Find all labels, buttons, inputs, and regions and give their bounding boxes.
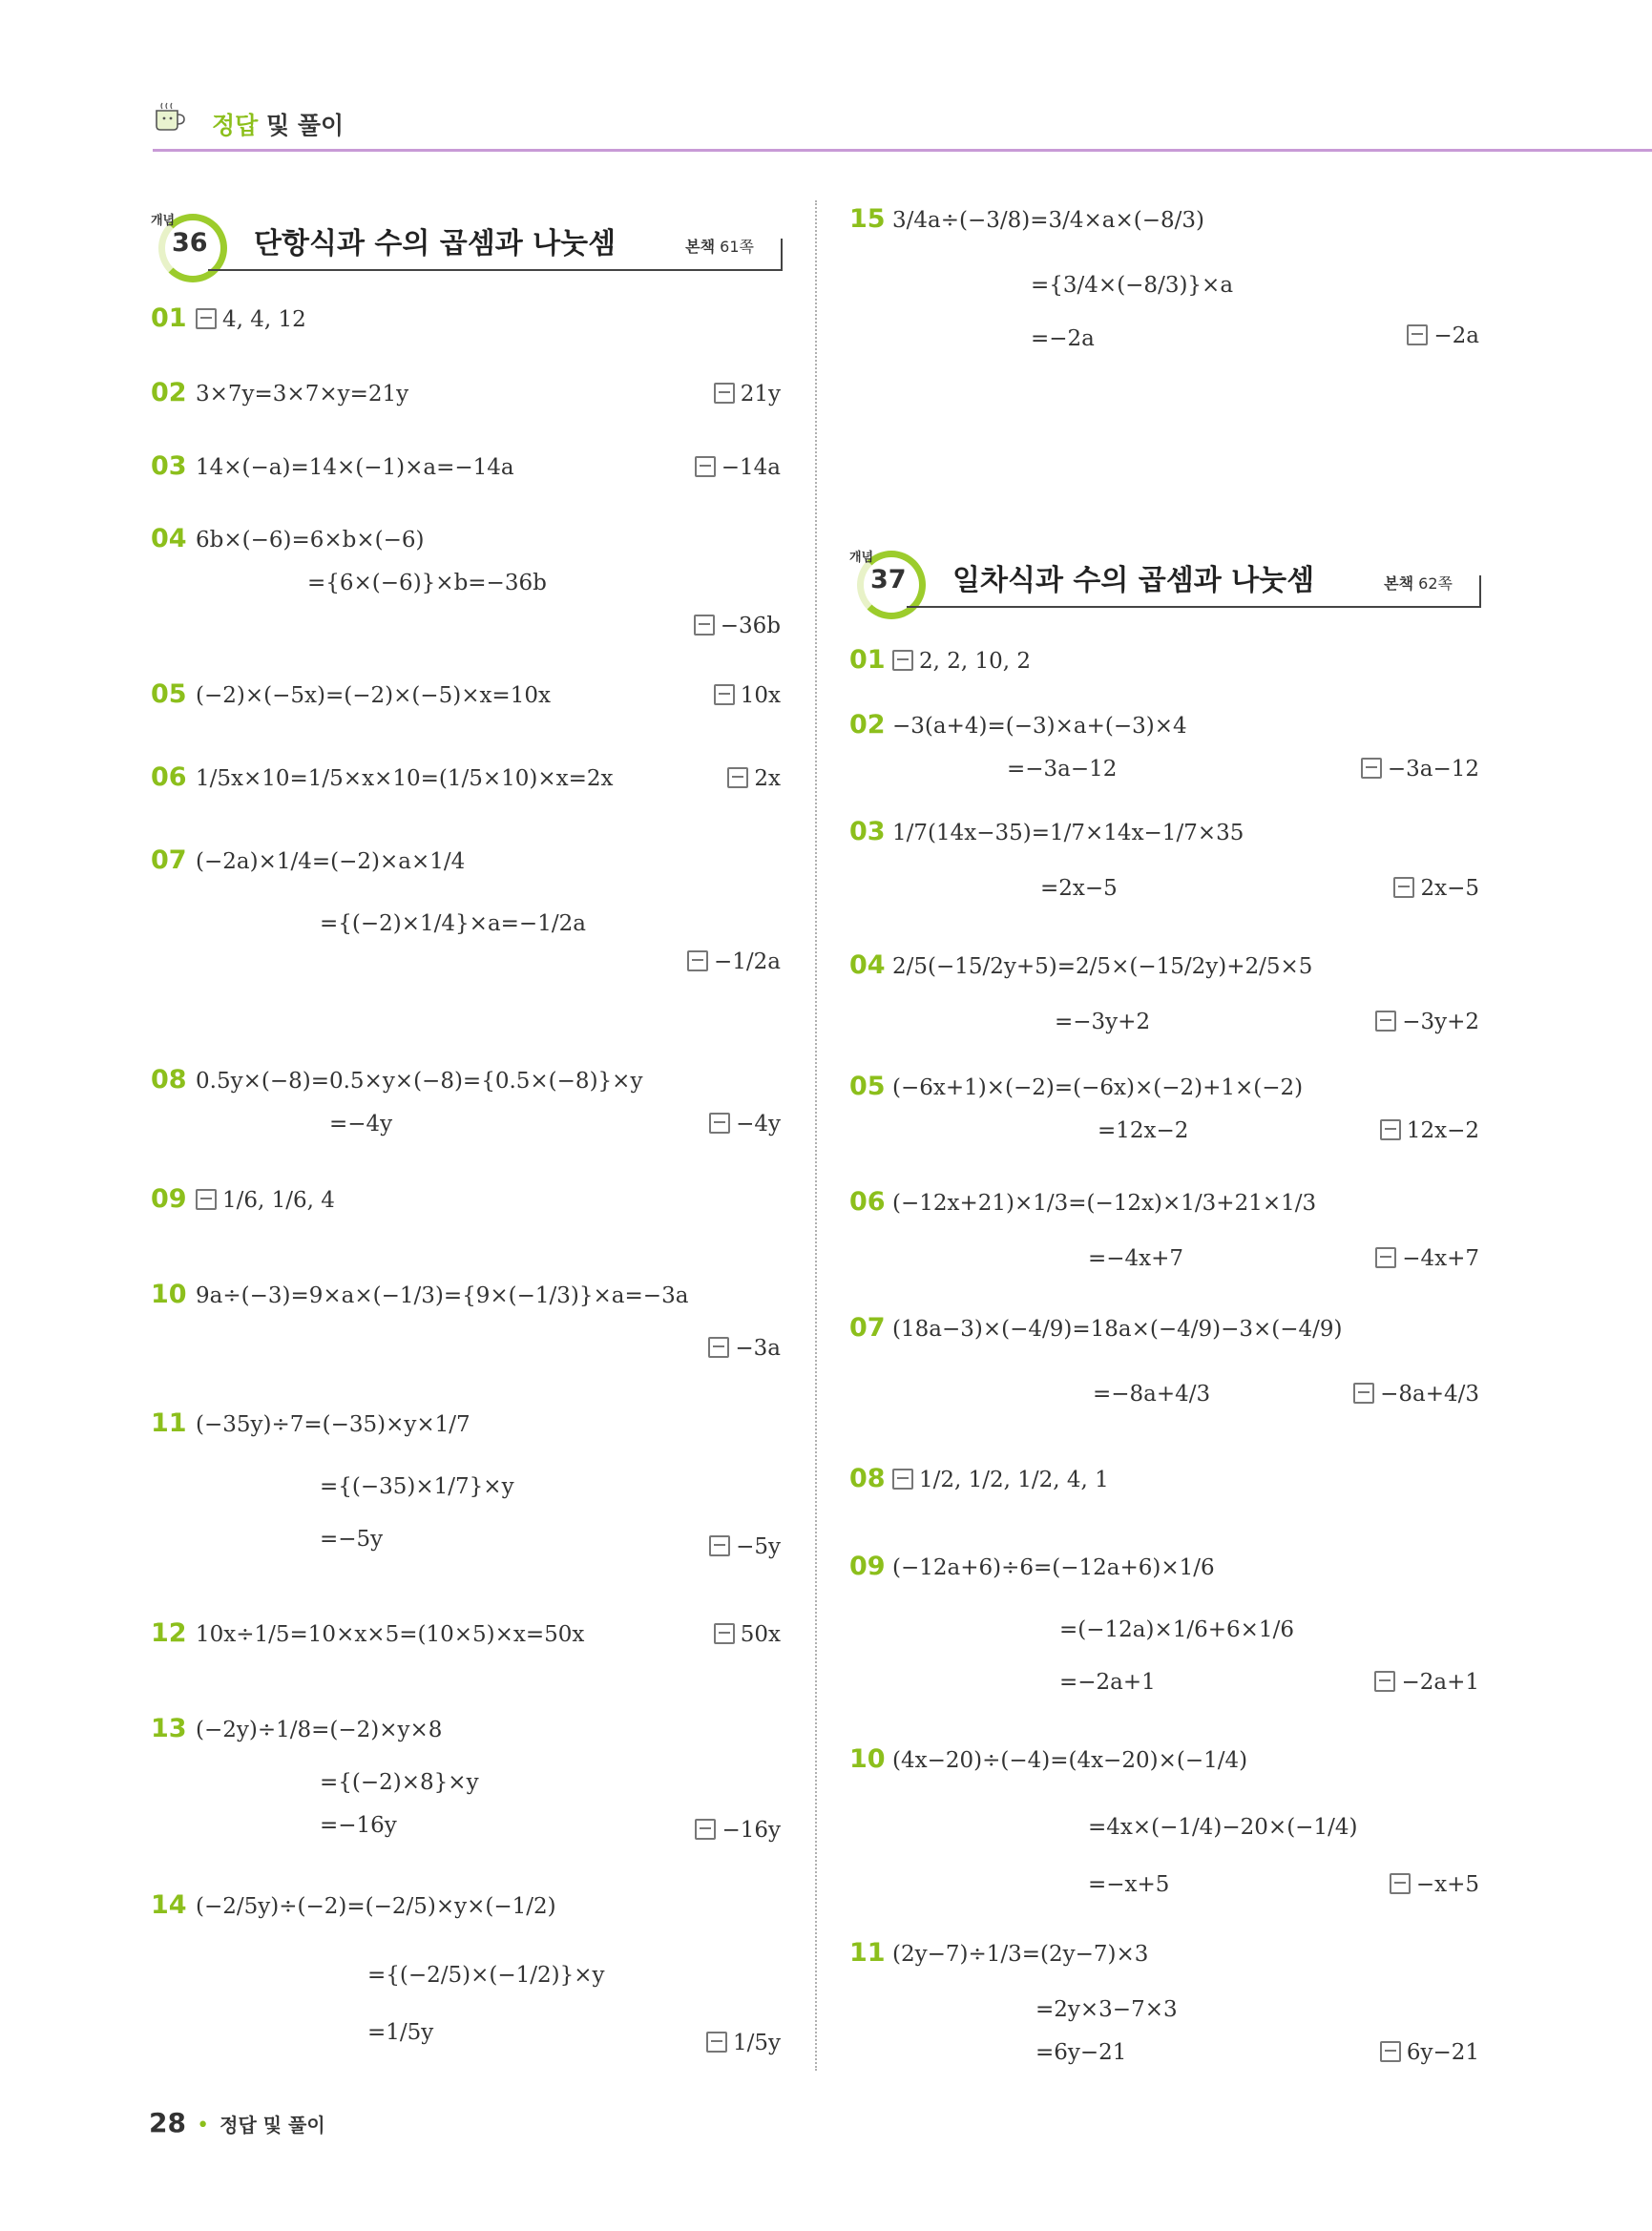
solution-line	[1088, 1815, 1357, 1840]
problem-number: 07	[849, 1313, 886, 1343]
solution-line	[1098, 1118, 1188, 1143]
solution-text: 1/6, 1/6, 4	[222, 1188, 335, 1213]
problem-number: 13	[151, 1714, 187, 1743]
solution-text: =−4x+7	[1088, 1246, 1184, 1271]
solution-line	[1088, 1246, 1183, 1271]
problem-number: 04	[151, 524, 187, 553]
solution-text: 2/5(−15/2y+5)=2/5×(−15/2y)+2/5×5	[892, 954, 1313, 979]
solution-text: =−16y	[320, 1813, 397, 1838]
solution-line	[196, 1283, 688, 1308]
problem-number: 09	[151, 1184, 187, 1214]
solution-line	[196, 766, 613, 791]
solution-line	[196, 1718, 442, 1742]
final-answer-text: −2a	[1433, 323, 1479, 348]
solution-line	[1088, 1872, 1169, 1897]
solution-line	[1007, 757, 1117, 782]
final-answer	[1375, 1010, 1479, 1034]
answer-badge-icon	[709, 1113, 730, 1134]
problem-number: 02	[151, 378, 187, 407]
solution-text: =(−12a)×1/6+6×1/6	[1059, 1617, 1294, 1642]
header-title-a: 정답	[212, 112, 259, 139]
section-kae-label: 개념	[849, 551, 874, 565]
final-answer	[709, 1112, 781, 1136]
solution-text: (−2a)×1/4=(−2)×a×1/4	[196, 849, 466, 874]
solution-line	[892, 1317, 1343, 1342]
solution-line	[196, 1894, 556, 1919]
final-answer-text: −2a+1	[1401, 1670, 1479, 1695]
problem-number: 05	[151, 679, 187, 709]
final-answer-text: 6y−21	[1406, 2040, 1479, 2065]
solution-text: 6b×(−6)=6×b×(−6)	[196, 528, 425, 553]
final-answer-text: 50x	[740, 1622, 781, 1647]
solution-text: =6y−21	[1035, 2040, 1127, 2065]
answer-badge-icon	[695, 1819, 716, 1840]
problem-number: 10	[151, 1280, 187, 1309]
answer-badge-icon	[1407, 324, 1428, 345]
solution-line	[892, 649, 1031, 674]
problem-number: 07	[151, 845, 187, 875]
section-ref-page: 62쪽	[1418, 574, 1453, 593]
final-answer-text: −x+5	[1415, 1872, 1479, 1897]
final-answer-text: −4y	[736, 1112, 781, 1136]
solution-text: (4x−20)÷(−4)=(4x−20)×(−1/4)	[892, 1748, 1248, 1773]
solution-text: ={3/4×(−8/3)}×a	[1031, 273, 1234, 298]
solution-text: (18a−3)×(−4/9)=18a×(−4/9)−3×(−4/9)	[892, 1317, 1343, 1342]
solution-text: =−5y	[320, 1527, 384, 1552]
solution-line	[320, 1770, 479, 1795]
solution-text: 3/4a÷(−3/8)=3/4×a×(−8/3)	[892, 208, 1205, 233]
solution-line	[320, 911, 586, 936]
final-answer-text: −16y	[721, 1818, 781, 1843]
final-answer-text: −3a	[735, 1336, 781, 1361]
solution-line	[196, 528, 425, 553]
final-answer	[1361, 757, 1479, 782]
solution-text: ={(−2)×1/4}×a=−1/2a	[320, 911, 586, 936]
solution-line	[1031, 273, 1233, 298]
final-answer-text: −3y+2	[1402, 1010, 1479, 1034]
problem-number: 01	[151, 303, 187, 333]
answer-badge-icon	[1361, 758, 1382, 779]
answer-badge-icon	[1390, 1873, 1411, 1894]
answer-badge-icon	[1353, 1383, 1374, 1404]
solution-line	[196, 849, 465, 874]
final-answer	[694, 614, 781, 638]
final-answer	[1380, 1118, 1479, 1143]
header-title-b: 및 풀이	[266, 112, 345, 139]
answer-badge-icon	[1380, 1119, 1401, 1140]
solution-text: ={(−35)×1/7}×y	[320, 1474, 514, 1499]
solution-line	[196, 1412, 471, 1437]
solution-text: 2, 2, 10, 2	[919, 649, 1032, 674]
solution-line	[892, 1468, 1109, 1492]
final-answer-text: −36b	[720, 614, 781, 638]
final-answer	[706, 2031, 781, 2055]
section-page-ref	[685, 235, 754, 257]
problem-number: 15	[849, 204, 886, 234]
answer-badge-icon	[727, 767, 748, 788]
problem-number: 05	[849, 1072, 886, 1101]
solution-text: 9a÷(−3)=9×a×(−1/3)={9×(−1/3)}×a=−3a	[196, 1283, 689, 1308]
solution-text: ={6×(−6)}×b=−36b	[307, 571, 547, 595]
solution-line	[892, 821, 1244, 845]
final-answer-text: −14a	[721, 455, 781, 480]
solution-line	[307, 571, 547, 595]
answer-badge-icon	[714, 383, 735, 404]
problem-number: 11	[849, 1938, 886, 1968]
solution-line	[892, 1075, 1303, 1100]
solution-text: (−2)×(−5x)=(−2)×(−5)×x=10x	[196, 683, 551, 708]
final-answer	[714, 382, 781, 407]
footer-label: 정답 및 풀이	[220, 2114, 325, 2137]
solution-text: =−2a+1	[1059, 1670, 1156, 1695]
solution-text: =−4y	[329, 1112, 393, 1136]
solution-text: =−x+5	[1088, 1872, 1170, 1897]
problem-number: 08	[849, 1464, 886, 1493]
answer-badge-icon	[196, 308, 217, 329]
solution-text: (−2/5y)÷(−2)=(−2/5)×y×(−1/2)	[196, 1894, 556, 1919]
column-divider	[815, 200, 817, 2071]
solution-line	[892, 714, 1187, 739]
solution-text: 14×(−a)=14×(−1)×a=−14a	[196, 455, 514, 480]
solution-line	[196, 455, 514, 480]
section-title: 단항식과 수의 곱셈과 나눗셈	[254, 227, 617, 261]
section-title: 일차식과 수의 곱셈과 나눗셈	[952, 564, 1315, 597]
final-answer	[709, 1534, 781, 1559]
solution-text: =2x−5	[1040, 876, 1118, 901]
solution-line	[196, 382, 408, 407]
answer-badge-icon	[892, 1469, 913, 1490]
section-heading-37	[849, 539, 1481, 625]
solution-line	[892, 1748, 1247, 1773]
solution-line	[196, 1188, 335, 1213]
solution-line	[196, 307, 306, 332]
final-answer-text: −5y	[736, 1534, 781, 1559]
final-answer	[1374, 1670, 1479, 1695]
answer-badge-icon	[694, 615, 715, 636]
answer-badge-icon	[1375, 1247, 1396, 1268]
answer-badge-icon	[1375, 1011, 1396, 1032]
solution-line	[1093, 1382, 1210, 1407]
problem-number: 04	[849, 950, 886, 980]
solution-line	[892, 1942, 1148, 1967]
final-answer	[1393, 876, 1479, 901]
solution-line	[892, 208, 1204, 233]
solution-line	[892, 1555, 1215, 1580]
problem-number: 10	[849, 1744, 886, 1774]
answer-badge-icon	[1380, 2041, 1401, 2062]
solution-text: =12x−2	[1098, 1118, 1189, 1143]
answer-badge-icon	[196, 1189, 217, 1210]
final-answer-text: 2x−5	[1420, 876, 1479, 901]
final-answer-text: −3a−12	[1387, 757, 1479, 782]
section-number: 36	[172, 228, 208, 258]
section-ref-book: 본책	[1384, 574, 1414, 593]
solution-line	[892, 1191, 1316, 1216]
solution-line	[1040, 876, 1118, 901]
answer-badge-icon	[714, 1623, 735, 1644]
section-underline	[907, 606, 1481, 608]
solution-text: (2y−7)÷1/3=(2y−7)×3	[892, 1942, 1149, 1967]
solution-text: =−3y+2	[1055, 1010, 1151, 1034]
section-kae-label: 개념	[151, 214, 176, 228]
answer-badge-icon	[708, 1337, 729, 1358]
answer-badge-icon	[714, 684, 735, 705]
answer-badge-icon	[706, 2032, 727, 2053]
solution-text: 10x÷1/5=10×x×5=(10×5)×x=50x	[196, 1622, 585, 1647]
page-footer	[149, 2107, 325, 2138]
solution-line	[320, 1813, 397, 1838]
final-answer-text: 1/5y	[732, 2031, 781, 2055]
problem-number: 03	[849, 817, 886, 846]
solution-text: 3×7y=3×7×y=21y	[196, 382, 409, 407]
problem-number: 06	[151, 762, 187, 792]
solution-text: (−2y)÷1/8=(−2)×y×8	[196, 1718, 443, 1742]
final-answer	[1380, 2040, 1479, 2065]
solution-text: 1/7(14x−35)=1/7×14x−1/7×35	[892, 821, 1244, 845]
solution-line	[367, 1963, 605, 1988]
solution-line	[1055, 1010, 1150, 1034]
solution-text: (−12x+21)×1/3=(−12x)×1/3+21×1/3	[892, 1191, 1317, 1216]
header-title	[212, 107, 344, 141]
solution-text: =−8a+4/3	[1093, 1382, 1211, 1407]
section-heading-36	[151, 202, 783, 288]
final-answer	[714, 683, 781, 708]
solution-text: (−35y)÷7=(−35)×y×1/7	[196, 1412, 471, 1437]
final-answer-text: −8a+4/3	[1380, 1382, 1479, 1407]
answer-badge-icon	[1374, 1671, 1395, 1692]
final-answer	[687, 949, 781, 974]
solution-line	[196, 1622, 584, 1647]
answer-badge-icon	[687, 950, 708, 971]
solution-line	[367, 2020, 433, 2045]
solution-line	[892, 954, 1312, 979]
solution-text: 0.5y×(−8)=0.5×y×(−8)={0.5×(−8)}×y	[196, 1069, 643, 1094]
final-answer	[695, 455, 781, 480]
solution-text: 1/5x×10=1/5×x×10=(1/5×10)×x=2x	[196, 766, 614, 791]
solution-line	[320, 1474, 514, 1499]
section-underline-tick	[781, 239, 783, 271]
solution-line	[320, 1527, 383, 1552]
solution-text: =1/5y	[367, 2020, 434, 2045]
solution-line	[329, 1112, 392, 1136]
solution-text: 1/2, 1/2, 1/2, 4, 1	[919, 1468, 1109, 1492]
page-number: 28	[149, 2107, 186, 2138]
mug-icon	[153, 101, 187, 132]
solution-text: (−12a+6)÷6=(−12a+6)×1/6	[892, 1555, 1215, 1580]
solution-line	[1031, 326, 1095, 351]
solution-text: =4x×(−1/4)−20×(−1/4)	[1088, 1815, 1358, 1840]
answer-badge-icon	[709, 1535, 730, 1556]
final-answer	[695, 1818, 781, 1843]
problem-number: 06	[849, 1187, 886, 1217]
section-underline-tick	[1479, 575, 1481, 608]
answer-badge-icon	[1393, 877, 1414, 898]
problem-number: 02	[849, 710, 886, 740]
final-answer	[1390, 1872, 1479, 1897]
problem-number: 08	[151, 1065, 187, 1095]
section-ref-book: 본책	[685, 238, 716, 256]
solution-text: 4, 4, 12	[222, 307, 306, 332]
solution-line	[1035, 1997, 1178, 2022]
solution-text: =2y×3−7×3	[1035, 1997, 1178, 2022]
problem-number: 11	[151, 1408, 187, 1438]
answer-badge-icon	[695, 456, 716, 477]
problem-number: 09	[849, 1552, 886, 1581]
solution-text: ={(−2/5)×(−1/2)}×y	[367, 1963, 605, 1988]
final-answer	[714, 1622, 781, 1647]
final-answer-text: −1/2a	[714, 949, 781, 974]
section-underline	[208, 269, 783, 271]
solution-line	[1059, 1617, 1294, 1642]
final-answer-text: 12x−2	[1406, 1118, 1479, 1143]
final-answer-text: 21y	[740, 382, 781, 407]
problem-number: 03	[151, 451, 187, 481]
header-divider	[153, 149, 1652, 152]
final-answer	[1353, 1382, 1479, 1407]
final-answer-text: 2x	[754, 766, 781, 791]
solution-line	[1035, 2040, 1126, 2065]
final-answer	[1375, 1246, 1479, 1271]
final-answer	[1407, 323, 1479, 348]
final-answer	[727, 766, 781, 791]
solution-text: =−3a−12	[1007, 757, 1118, 782]
solution-text: =−2a	[1031, 326, 1095, 351]
section-page-ref	[1384, 572, 1453, 594]
solution-text: −3(a+4)=(−3)×a+(−3)×4	[892, 714, 1187, 739]
problem-number: 12	[151, 1618, 187, 1648]
answer-badge-icon	[892, 650, 913, 671]
section-number: 37	[870, 565, 907, 594]
solution-line	[196, 683, 551, 708]
solution-line	[196, 1069, 642, 1094]
solution-line	[1059, 1670, 1156, 1695]
final-answer	[708, 1336, 781, 1361]
section-ref-page: 61쪽	[720, 238, 754, 256]
final-answer-text: 10x	[740, 683, 781, 708]
solution-text: (−6x+1)×(−2)=(−6x)×(−2)+1×(−2)	[892, 1075, 1304, 1100]
solution-text: ={(−2)×8}×y	[320, 1770, 479, 1795]
footer-dot: •	[197, 2114, 210, 2137]
problem-number: 14	[151, 1890, 187, 1920]
problem-number: 01	[849, 645, 886, 675]
final-answer-text: −4x+7	[1402, 1246, 1479, 1271]
